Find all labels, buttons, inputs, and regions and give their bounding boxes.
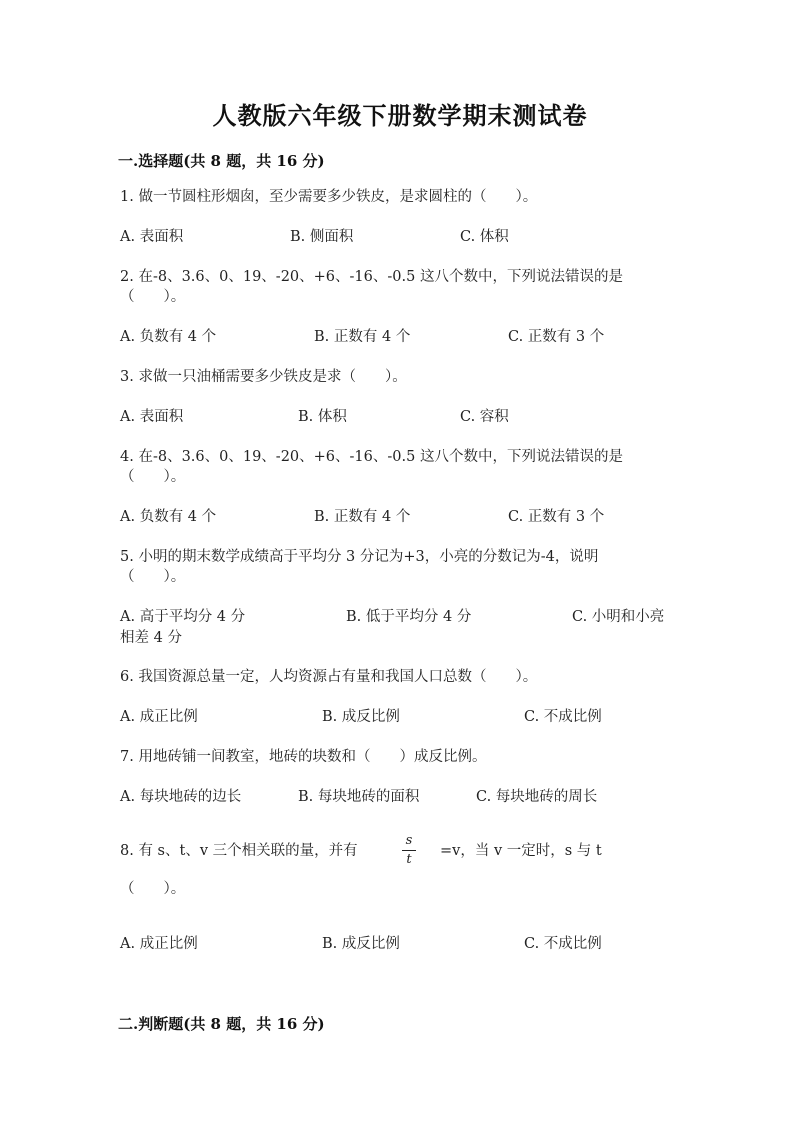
fraction-numerator: s — [405, 833, 413, 848]
question-2-stem-line1: 2. 在-8、3.6、0、19、-20、+6、-16、-0.5 这八个数中，下列说法错误的是 — [120, 269, 623, 285]
question-4-option-b: B. 正数有 4 个 — [314, 509, 411, 525]
question-4-stem-line1: 4. 在-8、3.6、0、19、-20、+6、-16、-0.5 这八个数中，下列说法错误的是 — [120, 449, 623, 465]
question-6-option-c: C. 不成比例 — [524, 709, 602, 725]
fraction-bar — [402, 850, 416, 851]
question-3-option-c: C. 容积 — [460, 409, 509, 425]
section-heading-true-false: 二.判断题(共 8 题，共 16 分) — [118, 1015, 325, 1033]
question-1-option-c: C. 体积 — [460, 229, 509, 245]
fraction-s-over-t — [402, 834, 416, 867]
page-title: 人教版六年级下册数学期末测试卷 — [212, 101, 588, 130]
question-4-stem-line2: （ ）。 — [120, 469, 186, 485]
section-heading-choice: 一.选择题(共 8 题，共 16 分) — [118, 152, 325, 170]
question-6-option-b: B. 成反比例 — [322, 709, 400, 725]
question-4-option-a: A. 负数有 4 个 — [120, 509, 217, 525]
question-8-option-c: C. 不成比例 — [524, 936, 602, 952]
question-3-stem: 3. 求做一只油桶需要多少铁皮是求（ ）。 — [120, 369, 407, 385]
question-1-option-a: A. 表面积 — [120, 229, 184, 245]
question-5-option-b: B. 低于平均分 4 分 — [346, 609, 472, 625]
question-7-option-c: C. 每块地砖的周长 — [476, 789, 598, 805]
question-2-option-c: C. 正数有 3 个 — [508, 329, 605, 345]
question-5-stem-line1: 5. 小明的期末数学成绩高于平均分 3 分记为+3，小亮的分数记为-4，说明 — [120, 549, 599, 565]
question-1-option-b: B. 侧面积 — [290, 229, 354, 245]
question-8-option-b: B. 成反比例 — [322, 936, 400, 952]
question-7-stem: 7. 用地砖铺一间教室，地砖的块数和（ ）成反比例。 — [120, 749, 487, 765]
question-6-option-a: A. 成正比例 — [120, 709, 198, 725]
question-2-option-a: A. 负数有 4 个 — [120, 329, 217, 345]
question-8-stem-part2: =v，当 v 一定时，s 与 t — [440, 843, 602, 859]
question-4-option-c: C. 正数有 3 个 — [508, 509, 605, 525]
question-5-option-c-continued: 相差 4 分 — [120, 630, 182, 646]
question-7-option-a: A. 每块地砖的边长 — [120, 789, 242, 805]
question-2-stem-line2: （ ）。 — [120, 289, 186, 305]
question-5-option-a: A. 高于平均分 4 分 — [120, 609, 246, 625]
question-3-option-a: A. 表面积 — [120, 409, 184, 425]
question-1-stem: 1. 做一节圆柱形烟囱，至少需要多少铁皮，是求圆柱的（ ）。 — [120, 189, 538, 205]
question-8-option-a: A. 成正比例 — [120, 936, 198, 952]
question-8-stem-line2: （ ）。 — [120, 881, 186, 897]
question-2-option-b: B. 正数有 4 个 — [314, 329, 411, 345]
question-5-stem-line2: （ ）。 — [120, 569, 186, 585]
fraction-denominator: t — [406, 852, 412, 867]
question-3-option-b: B. 体积 — [298, 409, 347, 425]
question-8-stem-part1: 8. 有 s、t、v 三个相关联的量，并有 — [120, 843, 358, 859]
question-5-option-c: C. 小明和小亮 — [572, 609, 665, 625]
question-6-stem: 6. 我国资源总量一定，人均资源占有量和我国人口总数（ ）。 — [120, 669, 538, 685]
question-7-option-b: B. 每块地砖的面积 — [298, 789, 420, 805]
